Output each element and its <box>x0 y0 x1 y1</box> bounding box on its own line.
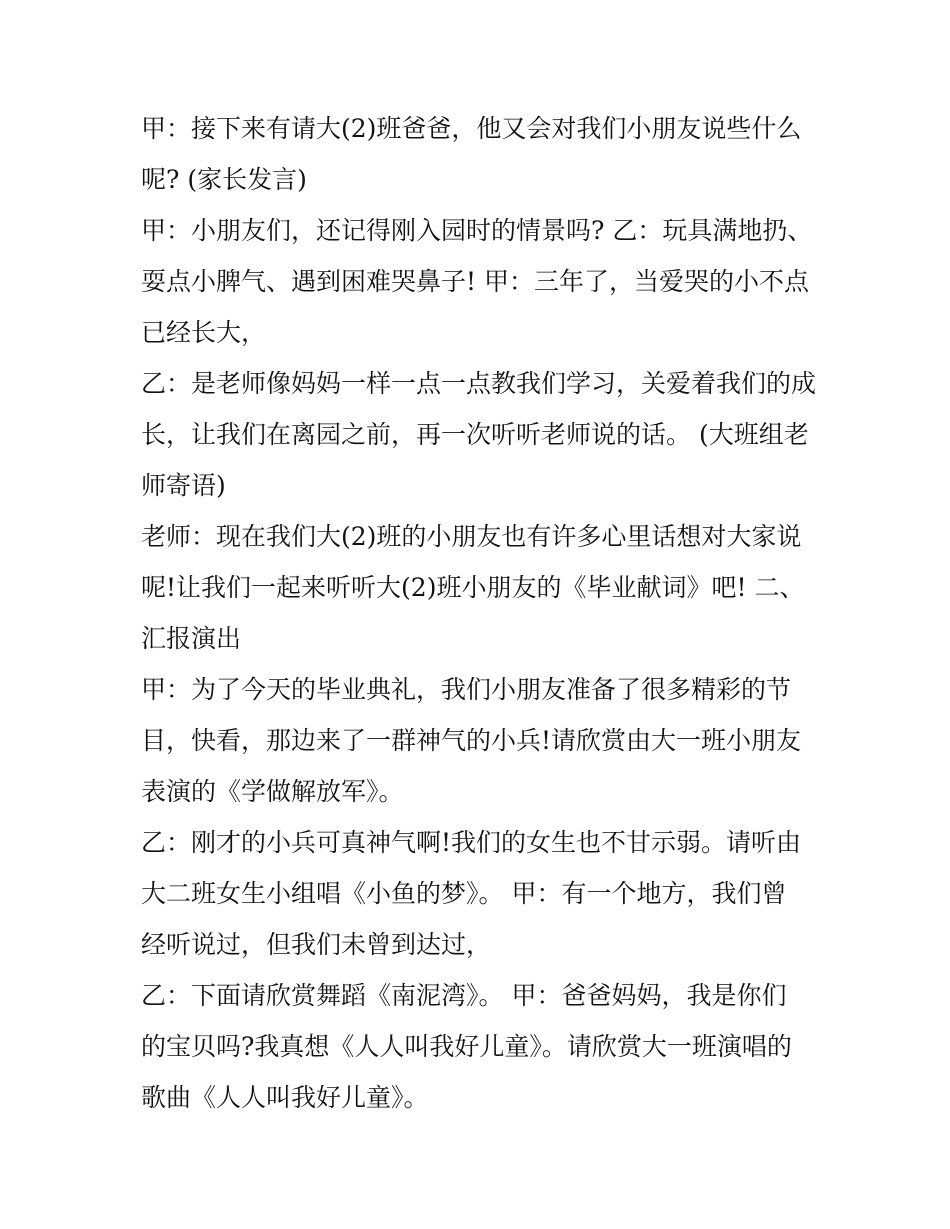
text-line: 的宝贝吗?我真想《人人叫我好儿童》。请欣赏大一班演唱的 <box>141 1032 792 1061</box>
text-line: 歌曲《人人叫我好儿童》。 <box>141 1083 429 1112</box>
text-line: 已经长大， <box>141 318 267 347</box>
text-line: 长，让我们在离园之前，再一次听听老师说的话。 (大班组老 <box>141 420 809 449</box>
text-line: 目，快看，那边来了一群神气的小兵!请欣赏由大一班小朋友 <box>141 726 802 755</box>
text-line: 甲：为了今天的毕业典礼，我们小朋友准备了很多精彩的节 <box>141 675 792 704</box>
text-line: 大二班女生小组唱《小鱼的梦》。 甲：有一个地方，我们曾 <box>141 879 787 908</box>
document-body <box>141 103 821 1123</box>
text-line: 甲：接下来有请大(2)班爸爸，他又会对我们小朋友说些什么 <box>141 114 802 143</box>
text-line: 乙：下面请欣赏舞蹈《南泥湾》。 甲：爸爸妈妈，我是你们 <box>141 981 787 1010</box>
text-line: 呢!让我们一起来听听大(2)班小朋友的《毕业献词》吧! 二、 <box>141 573 805 602</box>
text-line: 老师：现在我们大(2)班的小朋友也有许多心里话想对大家说 <box>141 522 802 551</box>
text-line: 表演的《学做解放军》。 <box>141 777 404 806</box>
text-line: 汇报演出 <box>141 624 242 653</box>
text-line: 甲：小朋友们，还记得刚入园时的情景吗? 乙：玩具满地扔、 <box>141 216 813 245</box>
text-line: 呢? (家长发言) <box>141 165 307 194</box>
text-line: 乙：是老师像妈妈一样一点一点教我们学习，关爱着我们的成 <box>141 369 817 398</box>
text-line: 乙：刚才的小兵可真神气啊!我们的女生也不甘示弱。请听由 <box>141 828 802 857</box>
text-line: 耍点小脾气、遇到困难哭鼻子! 甲：三年了，当爱哭的小不点 <box>141 267 809 296</box>
text-line: 师寄语) <box>141 471 226 500</box>
text-line: 经听说过，但我们未曾到达过， <box>141 930 492 959</box>
